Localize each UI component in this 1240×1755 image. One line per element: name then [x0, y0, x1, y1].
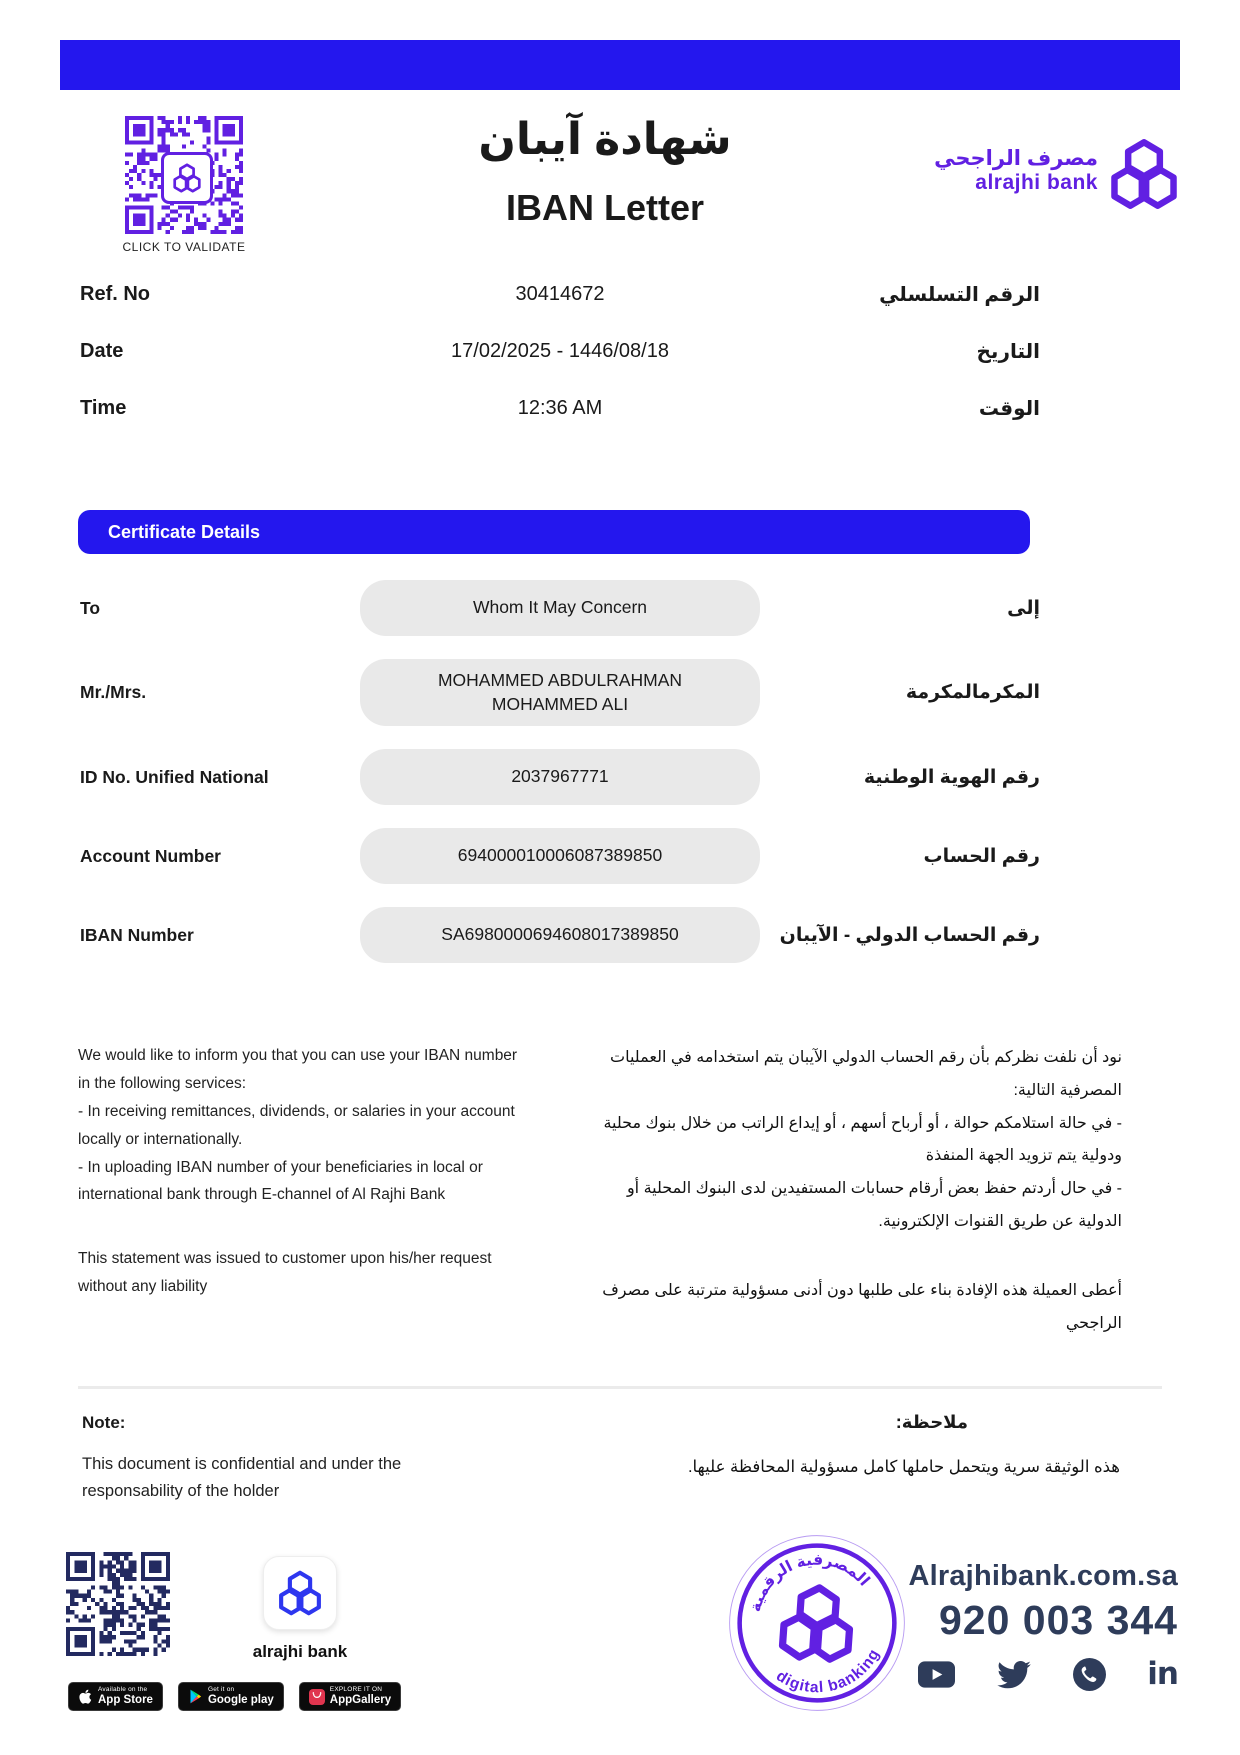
detail-label-en: ID No. Unified National [80, 766, 269, 787]
certificate-details-banner: Certificate Details [78, 510, 1030, 554]
qr-validate-link[interactable]: CLICK TO VALIDATE [122, 240, 246, 254]
detail-label-ar: رقم الهوية الوطنية [863, 766, 1040, 788]
note-section [82, 1412, 1120, 1505]
badge-line2: Google play [207, 1693, 274, 1706]
meta-label-en: Date [80, 340, 124, 362]
certificate-details-table [80, 580, 1040, 963]
twitter-icon[interactable] [997, 1661, 1031, 1689]
document-title-arabic: شهادة آيبان [478, 115, 732, 164]
store-badges [68, 1682, 401, 1711]
alrajhi-trefoil-icon [1108, 138, 1180, 210]
app-name: alrajhi bank [252, 1642, 348, 1661]
contact-block [906, 1560, 1178, 1691]
letter-body [78, 1042, 1122, 1340]
stamp-text-arabic: المصرفية الرقمية [746, 1551, 873, 1614]
website-link[interactable]: Alrajhibank.com.sa [908, 1560, 1178, 1592]
social-icons [918, 1658, 1178, 1691]
google-play-icon [188, 1689, 203, 1704]
bank-name-arabic: مصرف الراجحي [934, 147, 1098, 170]
detail-value-pill: MOHAMMED ABDULRAHMAN MOHAMMED ALI [360, 659, 760, 726]
footer [60, 1540, 1180, 1755]
title-block [290, 110, 920, 270]
body-point1-ar: - في حالة استلامكم حوالة ، أو أرباح أسهم ، أو إيداع الراتب من خلال بنوك محلية ودولية يتم تزويد الجهة المنفذة [603, 1114, 1122, 1165]
bank-logo [920, 110, 1180, 270]
badge-line2: AppGallery [329, 1693, 392, 1706]
detail-row-name [80, 659, 1040, 726]
detail-value-pill: Whom It May Concern [360, 580, 760, 636]
detail-value-pill: 2037967771 [360, 749, 760, 805]
apple-icon [78, 1689, 93, 1704]
badge-line2: App Store [98, 1693, 153, 1706]
note-label-en: Note: [82, 1413, 126, 1432]
detail-row-account-number [80, 828, 1040, 884]
alrajhi-app-icon [263, 1556, 337, 1630]
digital-banking-stamp [726, 1532, 908, 1714]
badge-text [330, 1687, 391, 1706]
detail-label-ar: رقم الحساب الدولي - الآيبان [779, 924, 1040, 946]
badge-line1: EXPLORE IT ON [329, 1686, 383, 1694]
detail-row-to [80, 580, 1040, 636]
letter-body-english [78, 1042, 528, 1340]
youtube-icon[interactable] [918, 1661, 955, 1688]
detail-label-ar: المكرمالمكرمة [905, 682, 1040, 704]
detail-label-ar: رقم الحساب [923, 845, 1040, 867]
meta-row-time [80, 380, 1040, 437]
meta-value: 30414672 [515, 283, 605, 305]
detail-row-national-id [80, 749, 1040, 805]
body-intro-en: We would like to inform you that you can use your IBAN number in the following services: [78, 1047, 518, 1092]
alrajhi-trefoil-icon [172, 163, 202, 193]
meta-value: 12:36 AM [517, 397, 603, 419]
badge-line1: Available on the [98, 1686, 148, 1694]
detail-row-iban-number [80, 907, 1040, 963]
meta-value: 17/02/2025 - 1446/08/18 [451, 340, 669, 362]
meta-row-ref-no [80, 266, 1040, 323]
appgallery-badge[interactable] [299, 1682, 401, 1711]
meta-label-ar: التاريخ [976, 341, 1040, 363]
note-text-en: This document is confidential and under the responsability of the holder [82, 1455, 402, 1501]
document-meta [80, 266, 1040, 437]
detail-label-en: Mr./Mrs. [80, 682, 147, 703]
detail-value-pill: 694000010006087389850 [360, 828, 760, 884]
app-download-qr-code[interactable] [66, 1552, 170, 1656]
badge-line1: Get it on [207, 1686, 235, 1694]
header-accent-bar [60, 40, 1180, 90]
meta-row-date [80, 323, 1040, 380]
google-play-badge[interactable] [178, 1682, 284, 1711]
bank-name-english: alrajhi bank [975, 171, 1098, 194]
note-body [82, 1451, 1120, 1505]
badge-text [208, 1687, 274, 1706]
note-headings [82, 1412, 1120, 1433]
document-header [60, 110, 1180, 270]
meta-label-en: Time [80, 397, 127, 419]
detail-label-ar: إلى [1007, 597, 1040, 619]
app-store-badge[interactable] [68, 1682, 163, 1711]
meta-label-ar: الوقت [978, 398, 1040, 420]
section-divider [78, 1386, 1162, 1389]
body-point1-en: - In receiving remittances, dividends, or salaries in your account locally or internationally. [78, 1102, 515, 1148]
stamp-text-english: digital banking [773, 1645, 884, 1697]
bank-logo-text [934, 138, 1098, 195]
letter-body-arabic [602, 1042, 1122, 1340]
body-closing-en: This statement was issued to customer upon his/her request without any liability [78, 1250, 492, 1296]
body-closing-ar: أعطى العميلة هذه الإفادة بناء على طلبها دون أدنى مسؤولية مترتبة على مصرف الراجحي [602, 1281, 1122, 1332]
note-label-ar: ملاحظة: [895, 1412, 968, 1432]
note-text-ar: هذه الوثيقة سرية ويتحمل حاملها كامل مسؤولية المحافظة عليها. [687, 1458, 1120, 1476]
detail-label-en: To [80, 597, 101, 618]
detail-label-en: IBAN Number [80, 924, 194, 945]
appgallery-icon [309, 1689, 325, 1705]
document-title-english: IBAN Letter [505, 187, 705, 228]
body-intro-ar: نود أن نلفت نظركم بأن رقم الحساب الدولي الآيبان يتم استخدامه في العمليات المصرفية التالية: [610, 1049, 1122, 1099]
validation-qr-code[interactable] [125, 116, 243, 234]
stamp-icon [707, 1513, 928, 1734]
alrajhi-trefoil-icon [277, 1570, 323, 1616]
body-point2-ar: - في حال أردتم حفظ بعض أرقام حسابات المستفيدين لدى البنوك المحلية أو الدولية عن طريق القنوات الإلكترونية. [626, 1180, 1122, 1230]
meta-label-en: Ref. No [80, 283, 150, 305]
phone-number[interactable]: 920 003 344 [938, 1597, 1178, 1643]
badge-text [98, 1687, 153, 1706]
validation-qr-block [60, 110, 290, 270]
linkedin-icon[interactable]: in [1147, 1656, 1178, 1692]
qr-center-logo [161, 152, 213, 204]
detail-label-en: Account Number [80, 845, 221, 866]
whatsapp-icon[interactable] [1073, 1658, 1106, 1691]
meta-label-ar: الرقم التسلسلي [879, 284, 1040, 306]
app-block [215, 1556, 385, 1662]
detail-value-pill: SA6980000694608017389850 [360, 907, 760, 963]
body-point2-en: - In uploading IBAN number of your beneficiaries in local or international bank through E-channel of Al Rajhi Bank [78, 1158, 483, 1204]
